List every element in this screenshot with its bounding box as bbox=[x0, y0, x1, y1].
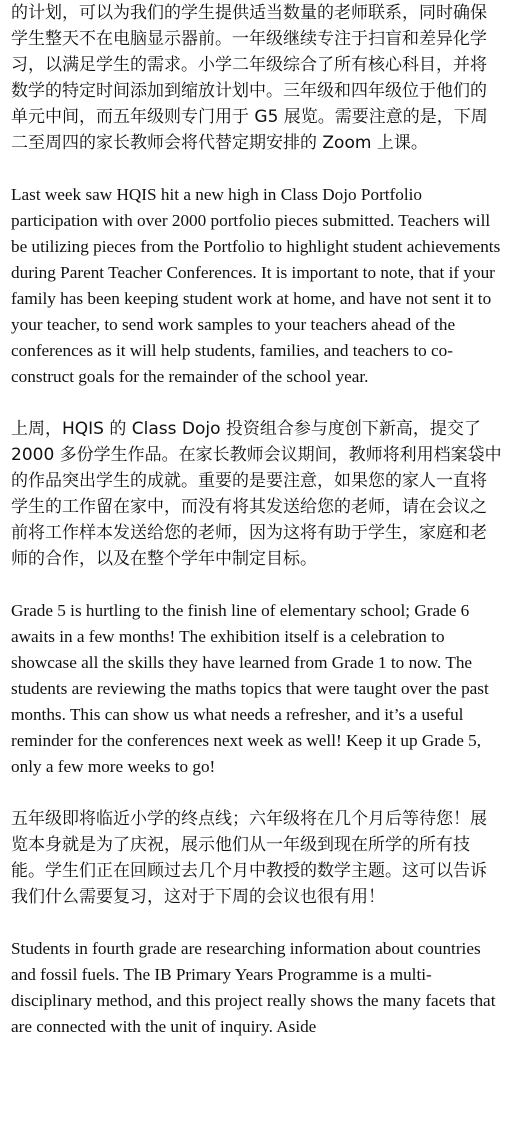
paragraph-spacer bbox=[11, 390, 503, 416]
paragraph-grade5-en: Grade 5 is hurtling to the finish line of elementary school; Grade 6 awaits in a few months! The exhibition itself is a celebration to showcase all the skills they have learned from Grade 1 to now. The students are reviewing the maths topics that were taught over the past months. This can show us what needs a refresher, and it’s a useful reminder for the conferences next week as well! Keep it up Grade 5, only a few more weeks to go! bbox=[11, 601, 489, 776]
paragraph-spacer bbox=[11, 780, 503, 806]
paragraph-zoom-schedule-zh: 的计划，可以为我们的学生提供适当数量的老师联系，同时确保学生整天不在电脑显示器前。一年级继续专注于扫盲和差异化学习，以满足学生的需求。小学二年级综合了所有核心科目，并将数学的特定时间添加到缩放计划中。三年级和四年级位于他们的单元中间，而五年级则专门用于 G5 展览。需要注意的是，下周二至周四的家长教师会将代替定期安排的 Zoom 上课。 bbox=[11, 3, 488, 153]
paragraph-spacer bbox=[11, 156, 503, 182]
newsletter-article bbox=[11, 0, 503, 1040]
paragraph-class-dojo-zh: 上周，HQIS 的 Class Dojo 投资组合参与度创下新高，提交了 2000 多份学生作品。在家长教师会议期间，教师将利用档案袋中的作品突出学生的成就。重要的是要注意，如果您的家人一直将学生的工作留在家中，而没有将其发送给您的老师，请在会议之前将工作样本发送给您的老师，因为这将有助于学生，家庭和老师的合作，以及在整个学年中制定目标。 bbox=[11, 419, 502, 569]
paragraph-grade4-en: Students in fourth grade are researching information about countries and fossil fuels. The IB Primary Years Programme is a multi-disciplinary method, and this project really shows the many facets that are connected with the unit of inquiry. Aside bbox=[11, 939, 496, 1036]
paragraph-class-dojo-en: Last week saw HQIS hit a new high in Class Dojo Portfolio participation with over 2000 portfolio pieces submitted. Teachers will be utilizing pieces from the Portfolio to highlight student achievements during Parent Teacher Conferences. It is important to note, that if your family has been keeping student work at home, and have not sent it to your teacher, to send work samples to your teachers ahead of the conferences as it will help students, families, and teachers to co-construct goals for the remainder of the school year. bbox=[11, 185, 501, 386]
paragraph-grade5-zh: 五年级即将临近小学的终点线；六年级将在几个月后等待您！展览本身就是为了庆祝，展示他们从一年级到现在所学的所有技能。学生们正在回顾过去几个月中教授的数学主题。这可以告诉我们什么需要复习，这对于下周的会议也很有用！ bbox=[11, 809, 487, 907]
paragraph-spacer bbox=[11, 572, 503, 598]
paragraph-spacer bbox=[11, 910, 503, 936]
